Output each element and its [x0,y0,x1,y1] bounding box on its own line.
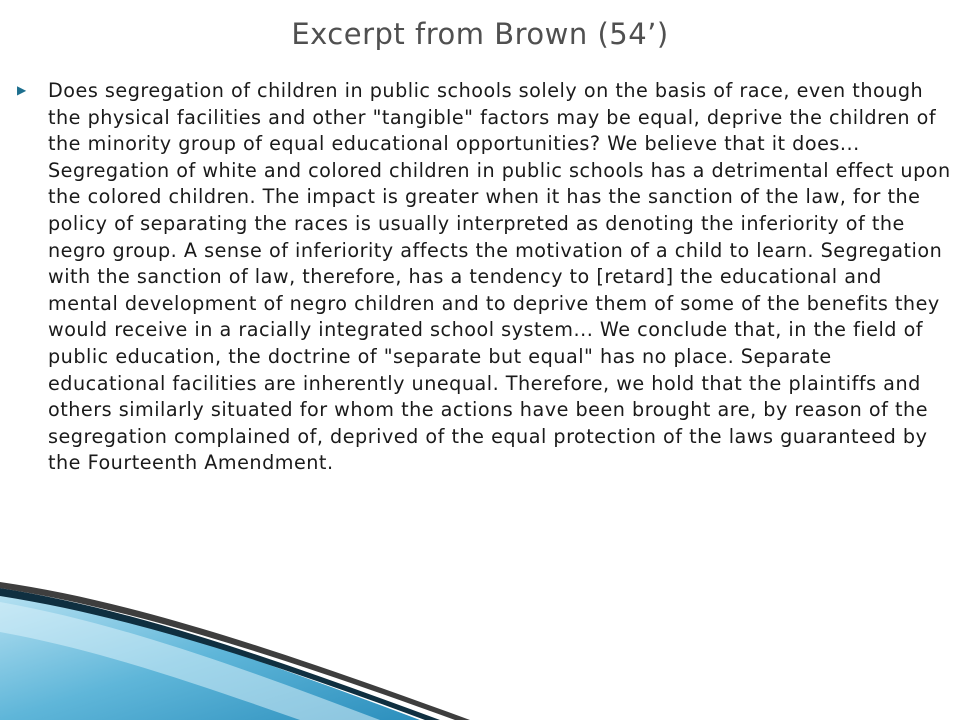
bullet-arrow-icon: ▶ [17,83,27,97]
slide-title: Excerpt from Brown (54’) [291,17,669,51]
swoosh-fill [0,590,420,720]
excerpt-text: Does segregation of children in public schools solely on the basis of race, even though the physical facilities and other "tangible" factors may be equal, deprive the children of the minority group of equal educational opportunities? We believe that it does... Segregation of white and colored children in public schools has a detrimental effect upon the colored children. The impact is greater when it has the sanction of the law, for the policy of separating the races is usually interpreted as denoting the inferiority of the negro group. A sense of inferiority affects the motivation of a child to learn. Segregation with the sanction of law, therefore, has a tendency to [retard] the educational and mental development of negro children and to deprive them of some of the benefits they would receive in a racially integrated school system... We conclude that, in the field of public education, the doctrine of "separate but equal" has no place. Separate educational facilities are inherently unequal. Therefore, we hold that the plaintiffs and others similarly situated for whom the actions have been brought are, by reason of the segregation complained of, deprived of the equal protection of the laws guaranteed by the Fourteenth Amendment. [48,79,951,475]
decorative-swoosh [0,580,480,720]
